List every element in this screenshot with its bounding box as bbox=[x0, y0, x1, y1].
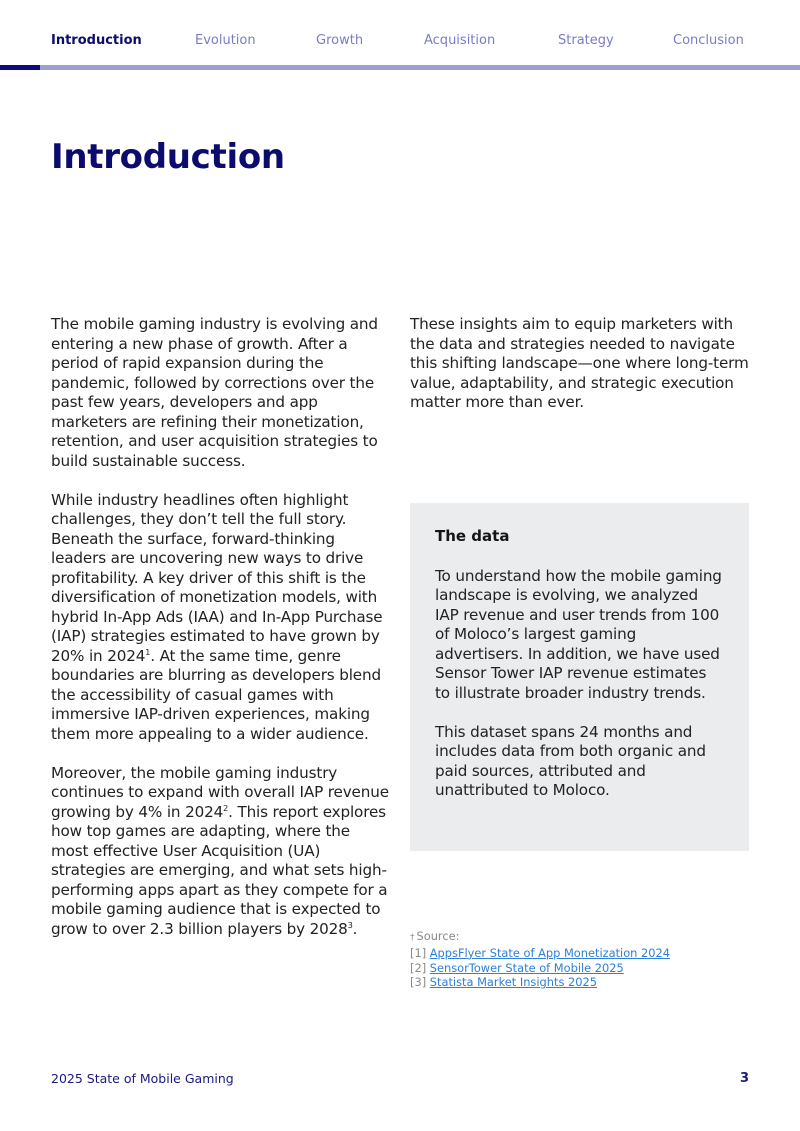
callout-paragraph-2: This dataset spans 24 months and includes data from both organic and paid sources, attributed and unattributed to Moloco. bbox=[435, 722, 706, 799]
intro-paragraph-2-text-b: . At the same time, genre boundaries are blurring as developers blend the accessibility of casual games with immersive IAP-driven experiences, making them more appealing to a wider audience. bbox=[51, 646, 381, 743]
dagger-icon: † bbox=[410, 933, 415, 943]
nav-progress-track bbox=[0, 65, 800, 70]
intro-paragraph-2 bbox=[51, 491, 391, 745]
footer-report-title: 2025 State of Mobile Gaming bbox=[51, 1071, 234, 1086]
source-item-1 bbox=[410, 946, 670, 961]
intro-paragraph-3-text-c: . bbox=[352, 919, 358, 938]
footnote-ref-3: 3 bbox=[347, 920, 353, 930]
intro-paragraph-2-text-a: While industry headlines often highlight challenges, they don’t tell the full story. Beneath the surface, forward-thinking leaders are uncovering new ways to drive profitability. A key driver of this shift is the diversification of monetization models, with hybrid In-App Ads (IAA) and In-App Purchase (IAP) strategies estimated to have grown by 20% in 2024 bbox=[51, 490, 383, 665]
nav-tab-growth[interactable]: Growth bbox=[316, 33, 364, 48]
section-nav bbox=[0, 0, 800, 70]
nav-tab-introduction[interactable]: Introduction bbox=[51, 33, 142, 48]
callout-paragraph-1: To understand how the mobile gaming landscape is evolving, we analyzed IAP revenue and user trends from 100 of Moloco’s largest gaming advertisers. In addition, we have used Sensor Tower IAP revenue estimates to illustrate broader industry trends. bbox=[435, 566, 722, 702]
right-column bbox=[410, 315, 750, 432]
sources-heading bbox=[410, 929, 670, 946]
page-title: Introduction bbox=[51, 137, 285, 177]
insights-paragraph: These insights aim to equip marketers with the data and strategies needed to navigate this shifting landscape—one where long-term value, adaptability, and strategic execution matter more than ever. bbox=[410, 315, 749, 411]
left-column bbox=[51, 315, 391, 959]
source-item-2 bbox=[410, 961, 670, 976]
source-link-sensortower[interactable]: SensorTower State of Mobile 2025 bbox=[429, 960, 624, 975]
source-link-appsflyer[interactable]: AppsFlyer State of App Monetization 2024 bbox=[429, 945, 671, 960]
intro-paragraph-1: The mobile gaming industry is evolving and entering a new phase of growth. After a period of rapid expansion during the pandemic, followed by corrections over the past few years, developers and app marketers are refining their monetization, retention, and user acquisition strategies to build sustainable success. bbox=[51, 315, 378, 470]
sources-list bbox=[410, 929, 670, 990]
intro-paragraph-3-text-a: Moreover, the mobile gaming industry continues to expand with overall IAP revenue growing by 4% in 2024 bbox=[51, 763, 389, 821]
footnote-ref-1: 1 bbox=[145, 647, 151, 657]
callout-body bbox=[435, 567, 725, 801]
data-callout-box bbox=[410, 503, 749, 851]
page-number: 3 bbox=[739, 1071, 749, 1086]
source-link-statista[interactable]: Statista Market Insights 2025 bbox=[429, 975, 597, 990]
source-item-3 bbox=[410, 975, 670, 990]
callout-title: The data bbox=[435, 527, 510, 545]
nav-progress-indicator bbox=[0, 65, 40, 70]
nav-tab-acquisition[interactable]: Acquisition bbox=[424, 33, 496, 48]
source-index: [3] bbox=[410, 975, 427, 990]
source-index: [1] bbox=[410, 945, 427, 960]
nav-tab-strategy[interactable]: Strategy bbox=[558, 33, 614, 48]
intro-paragraph-3-text-b: . This report explores how top games are adapting, where the most effective User Acquisition (UA) strategies are emerging, and what sets high-performing apps apart as they compete for a mobile gaming audience that is expected to grow to over 2.3 billion players by 2028 bbox=[51, 802, 388, 938]
source-index: [2] bbox=[410, 960, 427, 975]
nav-tab-evolution[interactable]: Evolution bbox=[195, 33, 256, 48]
nav-tab-conclusion[interactable]: Conclusion bbox=[673, 33, 744, 48]
sources-label: Source: bbox=[416, 929, 460, 943]
section-nav-items bbox=[51, 33, 749, 51]
intro-paragraph-3 bbox=[51, 764, 391, 940]
footnote-ref-2: 2 bbox=[223, 803, 229, 813]
